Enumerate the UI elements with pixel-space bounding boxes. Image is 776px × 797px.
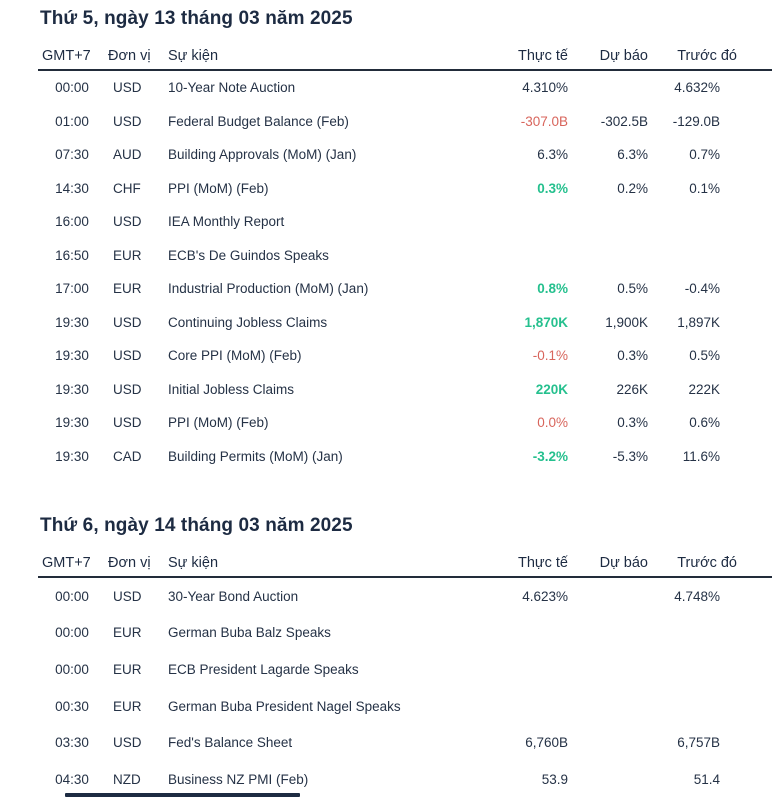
event-name: Continuing Jobless Claims (168, 314, 328, 330)
currency-cell: USD (113, 415, 142, 431)
header-event: Sự kiện (168, 48, 219, 64)
event-row[interactable] (38, 172, 772, 206)
previous-value: 6,757B (677, 735, 720, 751)
table-header (38, 43, 772, 71)
forecast-value: 0.5% (617, 281, 648, 297)
table-body (38, 578, 772, 797)
currency-cell: USD (113, 348, 142, 364)
previous-value: 51.4 (693, 771, 720, 787)
event-name: PPI (MoM) (Feb) (168, 415, 269, 431)
event-name: Fed's Balance Sheet (168, 735, 293, 751)
section-title: Thứ 5, ngày 13 tháng 03 năm 2025 (40, 8, 353, 29)
event-row[interactable] (38, 239, 772, 273)
event-row[interactable] (38, 71, 772, 105)
event-row[interactable] (38, 761, 772, 797)
previous-value: 0.1% (689, 180, 720, 196)
actual-value: 0.3% (537, 180, 568, 196)
event-row[interactable] (38, 406, 772, 440)
currency-cell: NZD (113, 771, 141, 787)
time-cell: 19:30 (55, 314, 89, 330)
event-name: Building Approvals (MoM) (Jan) (168, 147, 357, 163)
event-row[interactable] (38, 440, 772, 474)
event-name: PPI (MoM) (Feb) (168, 180, 269, 196)
header-time: GMT+7 (42, 555, 91, 571)
actual-value: 4.623% (522, 588, 568, 604)
currency-cell: USD (113, 214, 142, 230)
time-cell: 00:00 (55, 80, 89, 96)
time-cell: 07:30 (55, 147, 89, 163)
actual-value: 53.9 (541, 771, 568, 787)
header-forecast: Dự báo (599, 48, 648, 64)
header-forecast: Dự báo (599, 555, 648, 571)
day-section (0, 514, 776, 797)
time-cell: 00:30 (55, 698, 89, 714)
table-header (38, 550, 772, 578)
forecast-value: 6.3% (617, 147, 648, 163)
actual-value: 4.310% (522, 80, 568, 96)
event-row[interactable] (38, 578, 772, 615)
event-name: ECB President Lagarde Speaks (168, 661, 359, 677)
event-row[interactable] (38, 105, 772, 139)
forecast-value: 226K (616, 381, 648, 397)
actual-value: 1,870K (524, 314, 568, 330)
event-row[interactable] (38, 306, 772, 340)
actual-value: 6,760B (525, 735, 568, 751)
event-row[interactable] (38, 373, 772, 407)
actual-value: 220K (535, 381, 568, 397)
time-cell: 16:00 (55, 214, 89, 230)
event-name: Core PPI (MoM) (Feb) (168, 348, 302, 364)
event-name: ECB's De Guindos Speaks (168, 247, 329, 263)
time-cell: 16:50 (55, 247, 89, 263)
section-title: Thứ 6, ngày 14 tháng 03 năm 2025 (40, 515, 353, 536)
previous-value: -129.0B (672, 113, 720, 129)
event-row[interactable] (38, 724, 772, 761)
currency-cell: USD (113, 314, 142, 330)
clipped-next-section (65, 793, 300, 797)
previous-value: 0.6% (689, 415, 720, 431)
currency-cell: CHF (113, 180, 141, 196)
currency-cell: EUR (113, 247, 142, 263)
time-cell: 00:00 (55, 625, 89, 641)
time-cell: 19:30 (55, 415, 89, 431)
header-event: Sự kiện (168, 555, 219, 571)
actual-value: -3.2% (532, 448, 568, 464)
currency-cell: AUD (113, 147, 142, 163)
forecast-value: 0.3% (617, 415, 648, 431)
time-cell: 19:30 (55, 348, 89, 364)
time-cell: 04:30 (55, 771, 89, 787)
currency-cell: USD (113, 381, 142, 397)
currency-cell: CAD (113, 448, 142, 464)
header-actual: Thực tế (518, 555, 568, 571)
event-row[interactable] (38, 688, 772, 725)
previous-value: 0.5% (689, 348, 720, 364)
previous-value: 11.6% (682, 448, 720, 464)
previous-value: 222K (688, 381, 720, 397)
event-name: 10-Year Note Auction (168, 80, 296, 96)
previous-value: 4.632% (674, 80, 720, 96)
event-row[interactable] (38, 339, 772, 373)
event-row[interactable] (38, 205, 772, 239)
time-cell: 00:00 (55, 588, 89, 604)
event-row[interactable] (38, 615, 772, 652)
actual-value: 0.8% (537, 281, 568, 297)
forecast-value: -302.5B (600, 113, 648, 129)
header-previous: Trước đó (677, 555, 737, 571)
currency-cell: USD (113, 113, 142, 129)
forecast-value: 0.3% (617, 348, 648, 364)
time-cell: 01:00 (55, 113, 89, 129)
time-cell: 19:30 (55, 448, 89, 464)
header-currency: Đơn vị (108, 48, 151, 64)
event-name: Industrial Production (MoM) (Jan) (168, 281, 369, 297)
currency-cell: USD (113, 735, 142, 751)
forecast-value: -5.3% (612, 448, 648, 464)
currency-cell: EUR (113, 625, 142, 641)
previous-value: 4.748% (674, 588, 720, 604)
previous-value: 1,897K (677, 314, 720, 330)
previous-value: 0.7% (689, 147, 720, 163)
event-row[interactable] (38, 651, 772, 688)
currency-cell: EUR (113, 698, 142, 714)
event-name: German Buba Balz Speaks (168, 625, 331, 641)
event-row[interactable] (38, 138, 772, 172)
time-cell: 19:30 (55, 381, 89, 397)
event-name: Building Permits (MoM) (Jan) (168, 448, 343, 464)
header-previous: Trước đó (677, 48, 737, 64)
event-name: Business NZ PMI (Feb) (168, 771, 309, 787)
event-name: Initial Jobless Claims (168, 381, 295, 397)
event-name: IEA Monthly Report (168, 214, 285, 230)
header-time: GMT+7 (42, 48, 91, 64)
table-body (38, 71, 772, 473)
actual-value: 6.3% (537, 147, 568, 163)
previous-value: -0.4% (684, 281, 720, 297)
time-cell: 03:30 (55, 735, 89, 751)
actual-value: 0.0% (537, 415, 568, 431)
currency-cell: EUR (113, 661, 142, 677)
event-name: 30-Year Bond Auction (168, 588, 299, 604)
event-name: Federal Budget Balance (Feb) (168, 113, 349, 129)
event-row[interactable] (38, 272, 772, 306)
header-actual: Thực tế (518, 48, 568, 64)
forecast-value: 0.2% (617, 180, 648, 196)
time-cell: 00:00 (55, 661, 89, 677)
time-cell: 14:30 (55, 180, 89, 196)
time-cell: 17:00 (55, 281, 89, 297)
forecast-value: 1,900K (605, 314, 648, 330)
header-currency: Đơn vị (108, 555, 151, 571)
currency-cell: USD (113, 80, 142, 96)
actual-value: -307.0B (520, 113, 568, 129)
actual-value: -0.1% (532, 348, 568, 364)
event-name: German Buba President Nagel Speaks (168, 698, 401, 714)
currency-cell: EUR (113, 281, 142, 297)
currency-cell: USD (113, 588, 142, 604)
